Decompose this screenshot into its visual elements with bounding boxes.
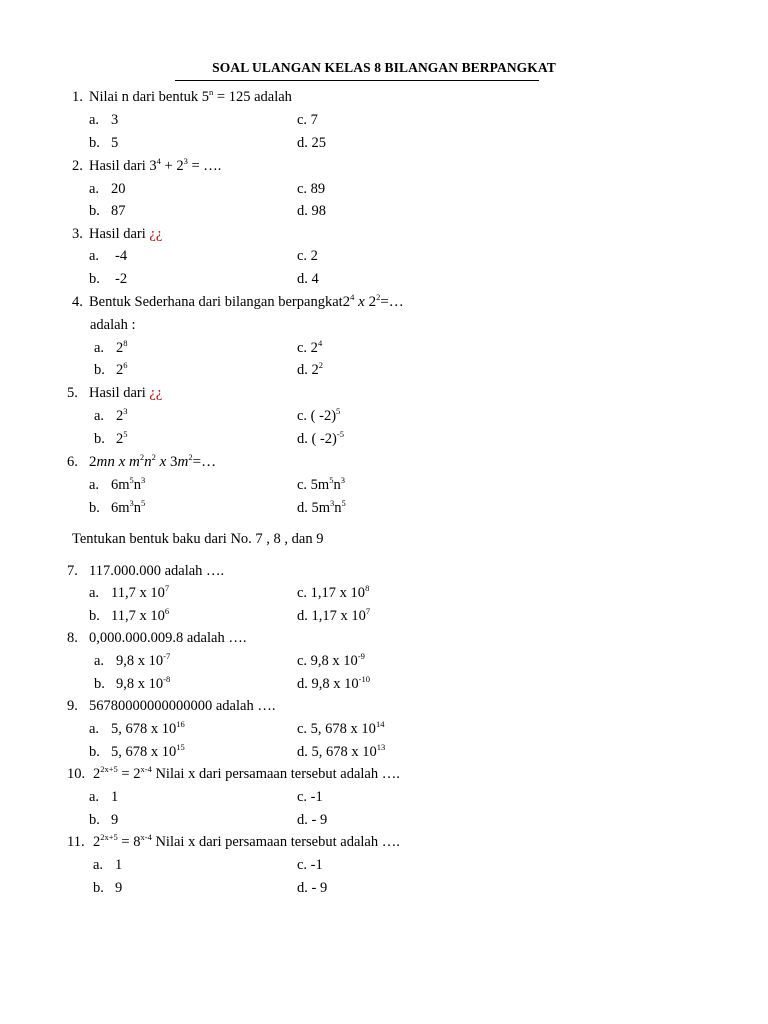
q1-text: Nilai n dari bentuk $5^n = 125$ adalah xyxy=(89,87,292,105)
q2-option-c: c. 89 xyxy=(297,181,326,197)
q6-option-c: c. $5m^5n^3$ xyxy=(297,475,345,493)
q9-option-a-label: a. xyxy=(89,721,100,737)
q5-number: 5. xyxy=(67,385,78,401)
q6-option-a: $6m^5n^3$ xyxy=(111,475,146,493)
q7-option-b: 11,7 x $10^6$ xyxy=(111,606,170,624)
q3-option-b-label: b. xyxy=(89,271,100,287)
q10-option-a: 1 xyxy=(111,789,119,805)
page-title: SOAL ULANGAN KELAS 8 BILANGAN BERPANGKAT xyxy=(212,60,556,75)
q3-unrendered-expression: ¿¿ xyxy=(149,226,163,242)
q3-option-a-label: a. xyxy=(89,248,100,264)
q7-option-a-label: a. xyxy=(89,585,100,601)
q9-number: 9. xyxy=(67,698,78,714)
q11-option-c: c. -1 xyxy=(297,857,323,873)
q1-option-b: 5 xyxy=(111,135,119,151)
q2-option-a: 20 xyxy=(111,181,126,197)
q5-option-b: $2^5$ xyxy=(116,429,128,447)
q2-option-b: 87 xyxy=(111,203,126,219)
q9-option-b-label: b. xyxy=(89,744,100,760)
q8-number: 8. xyxy=(67,630,78,646)
q1-option-d: d. 25 xyxy=(297,135,326,151)
q7-option-a: 11,7 x $10^7$ xyxy=(111,583,170,601)
q10-number: 10. xyxy=(67,766,86,782)
q7-option-b-label: b. xyxy=(89,608,100,624)
q9-text: 56780000000000000 adalah …. xyxy=(89,698,276,714)
q4-option-c: c. $2^4$ xyxy=(297,338,323,356)
q2-option-a-label: a. xyxy=(89,181,100,197)
q5-option-d: d. ( -2)$^{-5}$ xyxy=(297,429,344,447)
title-underline xyxy=(175,80,539,81)
q4-option-a-label: a. xyxy=(94,340,105,356)
q6-option-b-label: b. xyxy=(89,500,100,516)
q6-option-b: $6m^3n^5$ xyxy=(111,498,146,516)
q4-text: Bentuk Sederhana dari bilangan $berpangkat2^4$ x $2^2=\dots$ xyxy=(89,292,404,310)
q3-option-d: d. 4 xyxy=(297,271,319,287)
q8-option-b-label: b. xyxy=(94,676,105,692)
q8-option-c: c. 9,8 x $10^{-9}$ xyxy=(297,651,365,669)
q11-option-a-label: a. xyxy=(93,857,104,873)
q6-option-a-label: a. xyxy=(89,477,100,493)
q11-text: $2^{2x+5} = 8^{x-4}$ Nilai x dari persamaan tersebut adalah …. xyxy=(93,832,400,850)
q1-option-b-label: b. xyxy=(89,135,100,151)
q10-option-b-label: b. xyxy=(89,812,100,828)
q5-text: Hasil dari ¿¿ xyxy=(89,385,163,401)
q10-text: $2^{2x+5} = 2^{x-4}$ Nilai x dari persamaan tersebut adalah …. xyxy=(93,764,400,782)
q5-option-b-label: b. xyxy=(94,431,105,447)
q7-option-d: d. 1,17 x $10^7$ xyxy=(297,606,371,624)
q4-number: 4. xyxy=(72,294,83,310)
q1-number: 1. xyxy=(72,89,83,105)
q4-text-line2: adalah : xyxy=(90,317,136,333)
q2-option-b-label: b. xyxy=(89,203,100,219)
q2-text: Hasil dari $3^4 + 2^3$ = …. xyxy=(89,156,222,174)
q11-option-d: d. - 9 xyxy=(297,880,328,896)
q6-expression: 2mn x $m^2n^2$ x $3m^2=\dots$ xyxy=(89,452,217,470)
q1-option-a-label: a. xyxy=(89,112,100,128)
q9-option-c: c. 5, 678 x $10^{14}$ xyxy=(297,719,385,737)
q2-number: 2. xyxy=(72,158,83,174)
q5-option-c: c. ( -2)$^5$ xyxy=(297,406,341,424)
q3-text: Hasil dari ¿¿ xyxy=(89,226,163,242)
section-instruction: Tentukan bentuk baku dari No. 7 , 8 , dan 9 xyxy=(72,531,324,547)
q6-option-d: d. $5m^3n^5$ xyxy=(297,498,346,516)
q7-text: 117.000.000 adalah …. xyxy=(89,563,225,579)
q8-option-a-label: a. xyxy=(94,653,105,669)
q2-option-d: d. 98 xyxy=(297,203,326,219)
q8-text: 0,000.000.009.8 adalah …. xyxy=(89,630,247,646)
q4-option-a: $2^8$ xyxy=(116,338,128,356)
q8-option-b: 9,8 x $10^{-8}$ xyxy=(116,674,171,692)
q5-unrendered-expression: ¿¿ xyxy=(149,385,163,401)
q10-option-d: d. - 9 xyxy=(297,812,328,828)
q11-option-b-label: b. xyxy=(93,880,104,896)
q3-option-a: -4 xyxy=(115,248,128,264)
q1-option-c: c. 7 xyxy=(297,112,318,128)
q3-option-c: c. 2 xyxy=(297,248,318,264)
q5-option-a: $2^3$ xyxy=(116,406,128,424)
q1-option-a: 3 xyxy=(111,112,119,128)
q3-number: 3. xyxy=(72,226,83,242)
q7-number: 7. xyxy=(67,563,78,579)
q3-option-b: -2 xyxy=(115,271,128,287)
q9-option-d: d. 5, 678 x $10^{13}$ xyxy=(297,742,386,760)
q4-option-b: $2^6$ xyxy=(116,360,128,378)
q10-option-b: 9 xyxy=(111,812,119,828)
q10-option-c: c. -1 xyxy=(297,789,323,805)
q11-option-a: 1 xyxy=(115,857,123,873)
q9-option-a: 5, 678 x $10^{16}$ xyxy=(111,719,185,737)
q4-option-d: d. $2^2$ xyxy=(297,360,323,378)
q7-option-c: c. 1,17 x $10^8$ xyxy=(297,583,370,601)
q4-option-b-label: b. xyxy=(94,362,105,378)
q9-option-b: 5, 678 x $10^{15}$ xyxy=(111,742,185,760)
q5-option-a-label: a. xyxy=(94,408,105,424)
q8-option-d: d. 9,8 x $10^{-10}$ xyxy=(297,674,370,692)
q6-number: 6. xyxy=(67,454,78,470)
q8-option-a: 9,8 x $10^{-7}$ xyxy=(116,651,171,669)
q11-option-b: 9 xyxy=(115,880,123,896)
q4-expression: $2^4$ x $2^2=\dots$ xyxy=(342,292,404,310)
q11-number: 11. xyxy=(67,834,85,850)
q10-option-a-label: a. xyxy=(89,789,100,805)
